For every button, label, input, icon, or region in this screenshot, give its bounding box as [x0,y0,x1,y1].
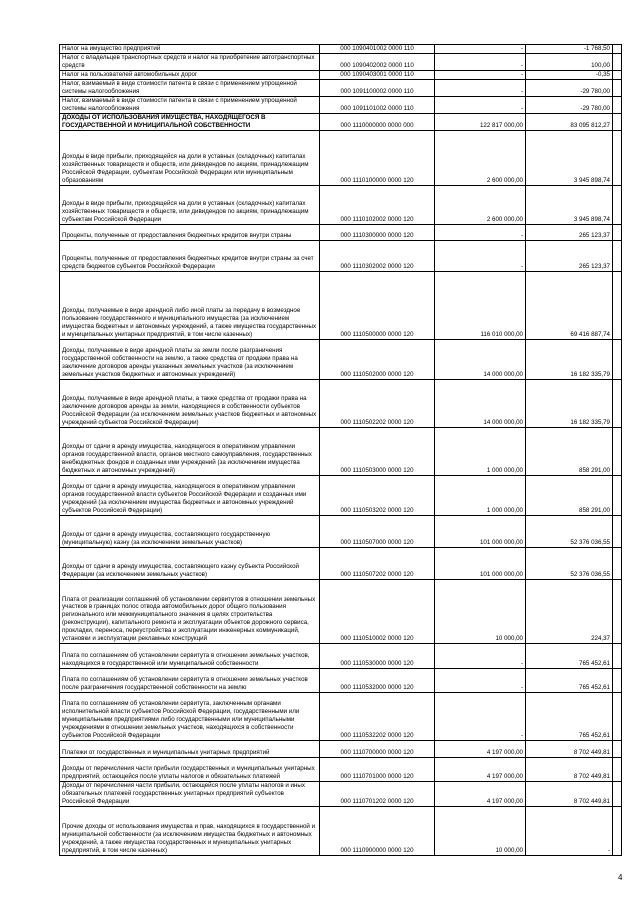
row-code-cell: 000 1110510002 0000 120 [320,580,435,644]
row-blank-cell [613,669,622,693]
row-plan-cell: 10 000,00 [435,580,526,644]
row-blank-cell [613,476,622,516]
row-plan-cell: - [435,644,526,669]
table-row [60,114,622,131]
row-code-cell: 000 1110701202 0000 120 [320,782,435,807]
row-name-cell: Доходы от сдачи в аренду имущества, составляющего государственную (муниципальную) казну (за исключением земельных участков) [60,516,320,548]
table-row [60,241,622,272]
row-code-cell: 000 1110503202 0000 120 [320,476,435,516]
row-plan-cell: - [435,693,526,741]
row-code-cell: 000 1110502202 0000 120 [320,380,435,428]
row-plan-cell: - [435,45,526,54]
row-plan-cell: 2 600 000,00 [435,131,526,186]
row-name-cell: Прочие доходы от использования имущества и прав, находящихся в государственной и муниципальной собственности (за исключением имущества бюджетных и автономных учреждений, а также имущества государственных и муниципальных унитарных предприятий, в том числе казенных) [60,806,320,855]
row-blank-cell [613,340,622,380]
row-plan-cell: 14 000 000,00 [435,340,526,380]
row-name-cell: Налог, взимаемый в виде стоимости патента в связи с применением упрощенной системы налогообложения [60,97,320,114]
row-blank-cell [613,580,622,644]
page-number: 4 [618,873,623,882]
row-plan-cell: - [435,80,526,97]
row-execution-cell: 16 182 335,79 [526,340,613,380]
row-name-cell: Плата по соглашениям об установлении сервитута в отношении земельных участков после разграничения государственной собственности на землю [60,669,320,693]
row-plan-cell: - [435,71,526,80]
row-name-cell: Доходы от сдачи в аренду имущества, находящегося в оперативном управлении органов государственной власти субъектов Российской Федерации и созданных ими учреждений (за исключением имущества бюджетных и автономных учреждений субъектов Российской Федерации) [60,476,320,516]
row-plan-cell: - [435,97,526,114]
row-execution-cell: 3 945 898,74 [526,186,613,225]
row-blank-cell [613,114,622,131]
row-code-cell: 000 1110502000 0000 120 [320,340,435,380]
row-blank-cell [613,186,622,225]
row-code-cell: 000 1090403001 0000 110 [320,71,435,80]
table-row [60,806,622,855]
row-code-cell: 000 1110701000 0000 120 [320,758,435,782]
row-execution-cell: 100,00 [526,54,613,71]
row-blank-cell [613,516,622,548]
row-plan-cell: 101 000 000,00 [435,548,526,580]
row-plan-cell: 101 000 000,00 [435,516,526,548]
table-row [60,272,622,340]
row-plan-cell: 4 197 000,00 [435,782,526,807]
row-plan-cell: 4 197 000,00 [435,758,526,782]
row-code-cell: 000 1110507202 0000 120 [320,548,435,580]
row-code-cell: 000 1110532000 0000 120 [320,669,435,693]
row-code-cell: 000 1091101002 0000 110 [320,97,435,114]
row-blank-cell [613,806,622,855]
row-execution-cell: 52 376 036,55 [526,548,613,580]
row-blank-cell [613,782,622,807]
table-row [60,428,622,476]
row-blank-cell [613,45,622,54]
table-row [60,380,622,428]
table-row [60,476,622,516]
row-name-cell: Доходы, получаемые в виде арендной платы за земли после разграничения государственной собственности на землю, а также средства от продажи права на заключение договоров аренды указанных земельных участков (за исключением земельных участков бюджетных и автономных учреждений) [60,340,320,380]
row-execution-cell: -29 780,00 [526,97,613,114]
row-name-cell: Доходы, получаемые в виде арендной либо иной платы за передачу в возмездное пользование государственного и муниципального имущества (за исключением имущества бюджетных и автономных учреждений, а также имущества государственных и муниципальных унитарных предприятий, в том числе казенных) [60,272,320,340]
row-name-cell: Плата от реализации соглашений об установлении сервитутов в отношении земельных участков в границах полос отвода автомобильных дорог общего пользования регионального или межмуниципального значения в целях строительства (реконструкции), капитального ремонта и эксплуатации объектов дорожного сервиса, прокладки, переноса, переустройства и эксплуатации инженерных коммуникаций, установки и эксплуатации рекламных конструкций [60,580,320,644]
row-blank-cell [613,241,622,272]
table-row [60,45,622,54]
row-code-cell: 000 1110300000 0000 120 [320,225,435,241]
row-name-cell: Плата по соглашениям об установлении сервитута, заключенным органами исполнительной власти субъектов Российской Федерации, государственными или муниципальными предприятиями либо государственными или муниципальными учреждениями в отношении земельных участков, находящихся в собственности субъектов Российской Федерации [60,693,320,741]
row-execution-cell: 858 291,00 [526,476,613,516]
row-code-cell: 000 1110532202 0000 120 [320,693,435,741]
table-row [60,741,622,758]
row-name-cell: Доходы от сдачи в аренду имущества, находящегося в оперативном управлении органов государственной власти, органов местного самоуправления, государственных внебюджетных фондов и созданных ими учреждений (за исключением имущества бюджетных и автономных учреждений) [60,428,320,476]
row-name-cell: Проценты, полученные от предоставления бюджетных кредитов внутри страны [60,225,320,241]
row-execution-cell: 3 945 898,74 [526,131,613,186]
row-execution-cell: -0,35 [526,71,613,80]
row-name-cell: Доходы от перечисления части прибыли государственных и муниципальных унитарных предприятий, остающейся после уплаты налогов и обязательных платежей [60,758,320,782]
row-execution-cell: 765 452,61 [526,644,613,669]
revenue-table-container [59,44,610,856]
row-name-cell: Проценты, полученные от предоставления бюджетных кредитов внутри страны за счет средств бюджетов субъектов Российской Федерации [60,241,320,272]
row-name-cell: Доходы от сдачи в аренду имущества, составляющего казну субъекта Российской Федерации (за исключением земельных участков) [60,548,320,580]
row-plan-cell: 1 000 000,00 [435,476,526,516]
row-execution-cell: -1 768,50 [526,45,613,54]
row-blank-cell [613,97,622,114]
row-blank-cell [613,548,622,580]
row-execution-cell: 858 291,00 [526,428,613,476]
row-name-cell: Доходы в виде прибыли, приходящейся на доли в уставных (складочных) капиталах хозяйственных товариществ и обществ, или дивидендов по акциям, принадлежащим субъектам Российской Федерации [60,186,320,225]
row-blank-cell [613,644,622,669]
row-execution-cell: 69 416 887,74 [526,272,613,340]
table-row [60,225,622,241]
row-plan-cell: 1 000 000,00 [435,428,526,476]
row-plan-cell: - [435,669,526,693]
row-blank-cell [613,80,622,97]
table-row [60,782,622,807]
row-plan-cell: - [435,54,526,71]
row-code-cell: 000 1110530000 0000 120 [320,644,435,669]
row-code-cell: 000 1110700000 0000 120 [320,741,435,758]
row-plan-cell: 10 000,00 [435,806,526,855]
row-code-cell: 000 1110900000 0000 120 [320,806,435,855]
table-row [60,186,622,225]
row-name-cell: Налог с владельцев транспортных средств и налог на приобретение автотранспортных средств [60,54,320,71]
row-execution-cell: 8 702 449,81 [526,741,613,758]
row-name-cell: Платежи от государственных и муниципальных унитарных предприятий [60,741,320,758]
row-execution-cell: 83 095 812,27 [526,114,613,131]
table-row [60,580,622,644]
row-code-cell: 000 1110507000 0000 120 [320,516,435,548]
row-blank-cell [613,225,622,241]
row-name-cell: Доходы в виде прибыли, приходящейся на доли в уставных (складочных) капиталах хозяйственных товариществ и обществ, или дивидендов по акциям, принадлежащим Российской Федерации, субъектам Российской Федерации или муниципальным образованиям [60,131,320,186]
row-plan-cell: 14 000 000,00 [435,380,526,428]
row-code-cell: 000 1090402002 0000 110 [320,54,435,71]
row-blank-cell [613,380,622,428]
row-name-cell: Доходы от перечисления части прибыли, остающейся после уплаты налогов и иных обязательных платежей государственных унитарных предприятий субъектов Российской Федерации [60,782,320,807]
row-plan-cell: 116 010 000,00 [435,272,526,340]
row-code-cell: 000 1091100002 0000 110 [320,80,435,97]
row-execution-cell: 765 452,61 [526,669,613,693]
row-code-cell: 000 1110102002 0000 120 [320,186,435,225]
row-blank-cell [613,272,622,340]
row-execution-cell: 265 123,37 [526,241,613,272]
table-row [60,758,622,782]
row-execution-cell: - [526,806,613,855]
row-execution-cell: 8 702 449,81 [526,758,613,782]
row-name-cell: Налог на пользователей автомобильных дорог [60,71,320,80]
row-name-cell: Налог на имущество предприятий [60,45,320,54]
row-execution-cell: 765 452,61 [526,693,613,741]
table-row [60,80,622,97]
table-row [60,54,622,71]
table-row [60,340,622,380]
row-code-cell: 000 1110000000 0000 000 [320,114,435,131]
row-blank-cell [613,428,622,476]
row-execution-cell: 265 123,37 [526,225,613,241]
row-name-cell: ДОХОДЫ ОТ ИСПОЛЬЗОВАНИЯ ИМУЩЕСТВА, НАХОДЯЩЕГОСЯ В ГОСУДАРСТВЕННОЙ И МУНИЦИПАЛЬНОЙ СОБСТВЕННОСТИ [60,114,320,131]
row-blank-cell [613,54,622,71]
table-row [60,693,622,741]
table-row [60,548,622,580]
table-row [60,71,622,80]
row-name-cell: Налог, взимаемый в виде стоимости патента в связи с применением упрощенной системы налогообложения [60,80,320,97]
row-execution-cell: 16 182 335,79 [526,380,613,428]
row-blank-cell [613,131,622,186]
row-plan-cell: - [435,225,526,241]
row-blank-cell [613,693,622,741]
row-code-cell: 000 1110302002 0000 120 [320,241,435,272]
row-name-cell: Плата по соглашениям об установлении сервитута в отношении земельных участков, находящихся в государственной или муниципальной собственности [60,644,320,669]
table-row [60,97,622,114]
table-body [60,45,622,856]
row-code-cell: 000 1090401002 0000 110 [320,45,435,54]
row-execution-cell: 224,37 [526,580,613,644]
row-name-cell: Доходы, получаемые в виде арендной платы, а также средства от продажи права на заключение договоров аренды за земли, находящиеся в собственности субъектов Российской Федерации (за исключением земельных участков бюджетных и автономных учреждений субъектов Российской Федерации) [60,380,320,428]
table-row [60,644,622,669]
row-execution-cell: 52 376 036,55 [526,516,613,548]
table-row [60,669,622,693]
row-plan-cell: 4 197 000,00 [435,741,526,758]
row-plan-cell: 122 817 000,00 [435,114,526,131]
row-plan-cell: - [435,241,526,272]
table-row [60,131,622,186]
row-code-cell: 000 1110100000 0000 120 [320,131,435,186]
row-code-cell: 000 1110503000 0000 120 [320,428,435,476]
row-blank-cell [613,758,622,782]
row-execution-cell: 8 702 449,81 [526,782,613,807]
revenue-table [59,44,622,856]
row-blank-cell [613,71,622,80]
row-blank-cell [613,741,622,758]
row-execution-cell: -29 780,00 [526,80,613,97]
table-row [60,516,622,548]
row-code-cell: 000 1110500000 0000 120 [320,272,435,340]
row-plan-cell: 2 600 000,00 [435,186,526,225]
